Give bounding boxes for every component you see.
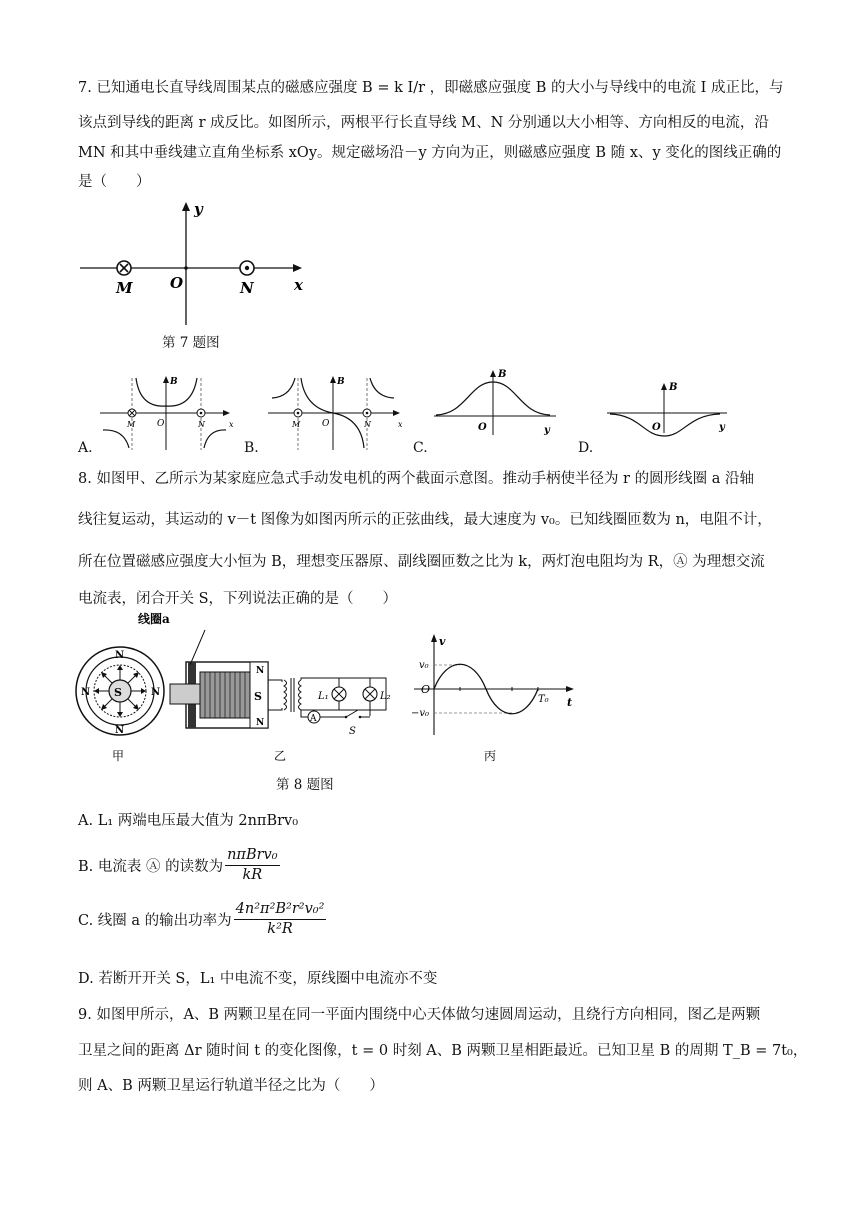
yi-label-n-top: N	[256, 666, 265, 676]
q8-option-b-numerator: nπBrv₀	[225, 846, 279, 866]
q7-option-c[interactable]: C.	[413, 440, 428, 456]
fig7-label-n: N	[240, 279, 254, 297]
yi-label-l2: L₂	[380, 691, 391, 702]
fig-jia-label: 甲	[112, 749, 125, 763]
fig7-label-y: y	[194, 200, 203, 218]
q8-line-3: 所在位置磁感应强度大小恒为 B，理想变压器原、副线圈匝数之比为 k，两灯泡电阻均为 R，Ⓐ 为理想交流	[78, 554, 765, 570]
q8-line-4: 电流表，闭合开关 S，下列说法正确的是（ ）	[78, 591, 398, 607]
opt-a-label-x: x	[229, 420, 234, 429]
jia-label-n-bottom: N	[115, 725, 125, 736]
q8-option-c-numerator: 4n²π²B²r²v₀²	[234, 900, 327, 920]
opt-c-label-o: O	[478, 422, 487, 433]
opt-d-label-o: O	[652, 422, 661, 433]
wire-m-into-page-icon	[117, 261, 131, 275]
q8-figure	[0, 610, 860, 770]
q8-option-c[interactable]	[78, 900, 328, 939]
yi-label-switch: S	[349, 726, 356, 737]
generator-cross-section-jia	[76, 647, 164, 736]
q8-option-c-text: C. 线圈 a 的输出功率为	[78, 913, 232, 929]
opt-b-label-m: M	[292, 420, 301, 429]
fig-bing-label: 丙	[484, 749, 497, 763]
q7-option-b[interactable]: B.	[244, 440, 259, 456]
opt-a-label-o: O	[157, 419, 165, 429]
q8-option-d[interactable]: D. 若断开开关 S，L₁ 中电流不变，原线圈中电流亦不变	[78, 971, 438, 987]
ammeter-icon	[308, 711, 320, 724]
q7-line-1: 7. 已知通电长直导线周围某点的磁感应强度 B = k I/r ，即磁感应强度 B 的大小与导线中的电流 I 成正比，与	[78, 80, 784, 96]
vt-sine-graph-bing	[411, 634, 574, 735]
bing-label-t0: T₀	[538, 694, 549, 705]
bing-label-v: v	[439, 635, 446, 648]
opt-d-label-y: y	[719, 422, 725, 433]
q8-option-c-fraction	[234, 900, 327, 939]
opt-b-label-b: B	[337, 377, 345, 387]
opt-c-label-b: B	[498, 369, 507, 380]
fig7-label-m: M	[116, 279, 133, 297]
opt-a-label-n: N	[198, 420, 205, 429]
q8-option-c-denominator: k²R	[267, 921, 293, 937]
option-d-graph	[607, 382, 727, 436]
yi-label-l1: L₁	[318, 691, 329, 702]
q8-figure-caption: 第 8 题图	[276, 777, 334, 793]
ammeter-symbol: A	[310, 714, 317, 724]
q7-line-3: MN 和其中垂线建立直角坐标系 xOy。规定磁场沿－y 方向为正，则磁感应强度 B 随 x、y 变化的图线正确的	[78, 145, 782, 161]
fig-yi-label: 乙	[274, 749, 287, 763]
q8-line-1: 8. 如图甲、乙所示为某家庭应急式手动发电机的两个截面示意图。推动手柄使半径为 r 的圆形线圈 a 沿轴	[78, 471, 754, 487]
wire-n-out-of-page-icon	[240, 261, 254, 275]
option-b-graph	[268, 376, 403, 450]
fig7-label-o: O	[170, 274, 184, 292]
q7-figure	[0, 0, 860, 360]
q9-line-2: 卫星之间的距离 Δr 随时间 t 的变化图像，t = 0 时刻 A、B 两颗卫星相距最近。已知卫星 B 的周期 T_B = 7t₀，	[78, 1043, 808, 1059]
generator-side-view-yi	[170, 630, 391, 737]
q8-option-b[interactable]	[78, 846, 282, 885]
bing-label-v0: v₀	[419, 660, 429, 671]
q7-option-a[interactable]: A.	[78, 440, 93, 456]
yi-label-s: S	[254, 690, 262, 703]
fig7-label-x: x	[294, 276, 303, 294]
lamp-l1-icon	[332, 687, 346, 701]
jia-label-s: S	[114, 686, 122, 699]
jia-label-n-left: N	[81, 687, 91, 698]
lamp-l2-icon	[363, 687, 377, 701]
opt-b-label-x: x	[398, 420, 403, 429]
opt-a-label-b: B	[170, 377, 178, 387]
jia-label-n-top: N	[115, 650, 125, 661]
opt-c-label-y: y	[544, 425, 550, 436]
opt-b-label-n: N	[364, 420, 371, 429]
opt-d-label-b: B	[669, 382, 678, 393]
q7-line-2: 该点到导线的距离 r 成反比。如图所示，两根平行长直导线 M、N 分别通以大小相等、方向相反的电流，沿	[78, 115, 769, 131]
bing-label-neg-v0: −v₀	[411, 708, 430, 719]
q7-option-d[interactable]: D.	[578, 440, 594, 456]
option-a-graph	[100, 376, 234, 450]
jia-label-n-right: N	[151, 687, 161, 698]
option-c-graph	[434, 369, 556, 436]
q8-option-b-denominator: kR	[242, 867, 263, 883]
opt-b-label-o: O	[322, 419, 330, 429]
coil-a-label: 线圈a	[138, 612, 170, 626]
q7-option-graphs	[0, 360, 860, 460]
q8-option-b-text: B. 电流表 Ⓐ 的读数为	[78, 859, 224, 875]
q8-option-a[interactable]: A. L₁ 两端电压最大值为 2nπBrv₀	[78, 813, 299, 829]
switch-s-icon	[346, 710, 358, 717]
q8-line-2: 线往复运动，其运动的 v－t 图像为如图丙所示的正弦曲线，最大速度为 v₀。已知线圈匝数为 n，电阻不计，	[78, 512, 772, 528]
bing-label-t: t	[567, 696, 573, 709]
q8-option-b-fraction	[225, 846, 279, 885]
bing-label-o: O	[421, 683, 431, 696]
opt-a-label-m: M	[127, 420, 136, 429]
q7-figure-caption: 第 7 题图	[162, 335, 220, 351]
q9-line-1: 9. 如图甲所示，A、B 两颗卫星在同一平面内围绕中心天体做匀速圆周运动，且绕行方向相同，图乙是两颗	[78, 1007, 761, 1023]
q9-line-3: 则 A、B 两颗卫星运行轨道半径之比为（ ）	[78, 1078, 384, 1094]
q7-line-4: 是（ ）	[78, 174, 151, 190]
yi-label-n-bottom: N	[256, 718, 265, 728]
